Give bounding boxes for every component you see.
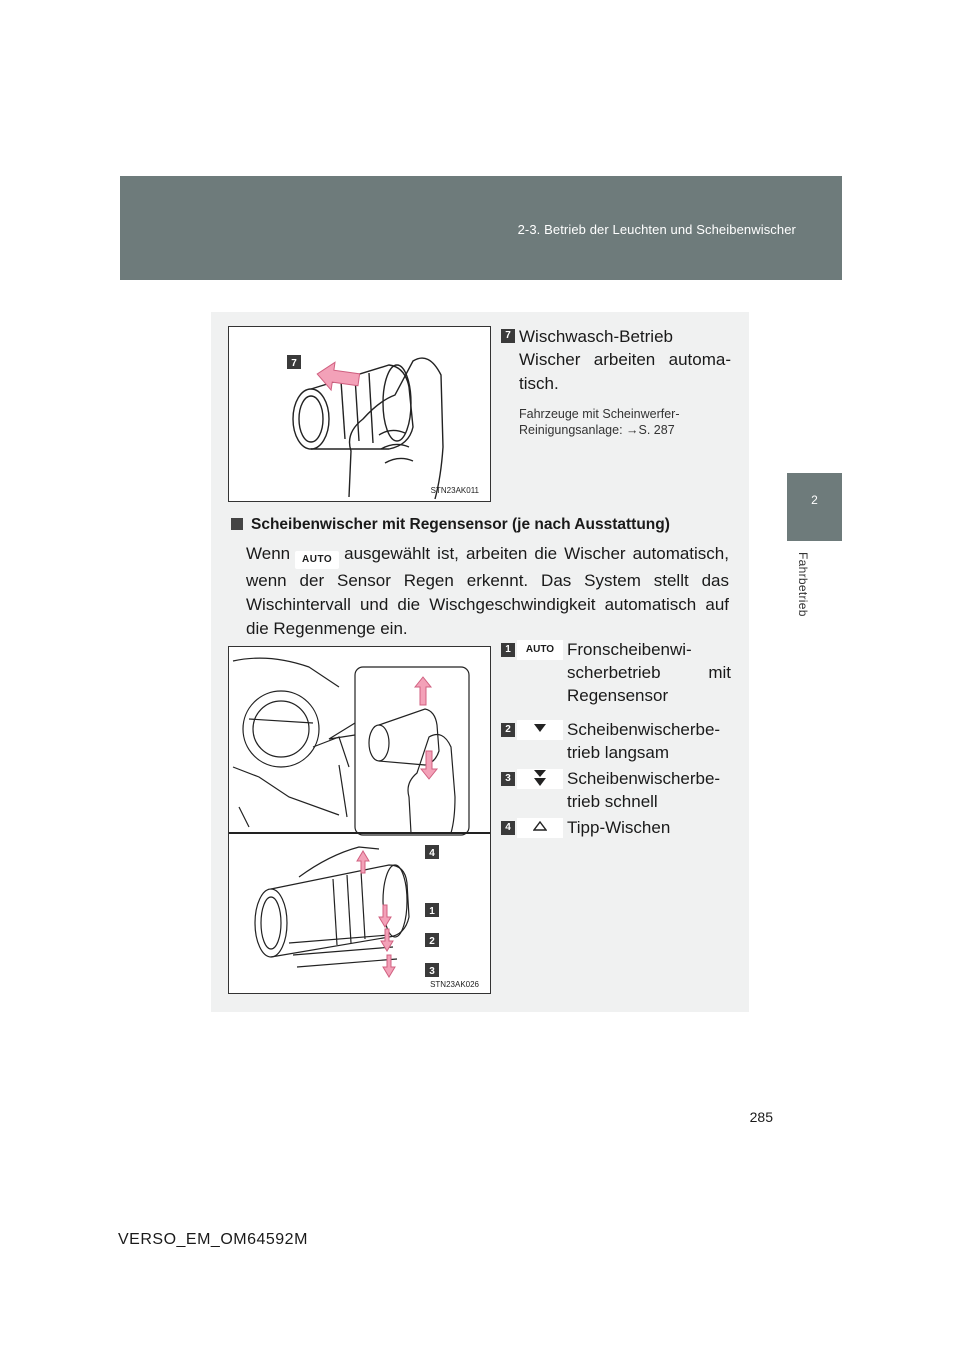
- chapter-label: [796, 552, 816, 642]
- chapter-number: 2: [811, 493, 818, 507]
- rain-sensor-paragraph: [246, 542, 729, 641]
- figure-wiper-washer: [228, 326, 491, 502]
- mode4-label: Tipp-Wischen: [567, 818, 671, 837]
- mode3-label: Scheibenwischerbe-trieb schnell: [567, 769, 721, 811]
- item7-title: Wischwasch-Betrieb: [519, 327, 673, 346]
- item7-badge: 7: [501, 329, 515, 343]
- section-heading: [231, 515, 731, 535]
- figure2-code: STN23AK026: [430, 980, 479, 989]
- double-chevron-down-icon: [517, 769, 563, 789]
- mode-item-mist: [501, 816, 731, 839]
- figure-rain-sensor-wiper: [228, 646, 491, 994]
- figure1-code: STN23AK011: [430, 486, 479, 495]
- auto-symbol-inline: AUTO: [295, 551, 339, 569]
- mode-item-auto: [501, 638, 731, 707]
- mode1-badge: 1: [501, 643, 515, 657]
- wiper-lever-illustration: [229, 327, 490, 501]
- mode2-badge: 2: [501, 723, 515, 737]
- single-chevron-down-icon: [517, 720, 563, 740]
- square-bullet-icon: [231, 518, 243, 530]
- chapter-tab: [787, 473, 842, 541]
- rain-sensor-lever-illustration: [229, 647, 490, 993]
- mode2-label: Scheibenwischerbe-trieb langsam: [567, 720, 721, 762]
- item-wischwasch: [501, 326, 731, 438]
- item7-note: Fahrzeuge mit Scheinwerfer-Reinigungsanlage: →S. 287: [519, 407, 680, 437]
- section-heading-text: Scheibenwischer mit Regensensor (je nach Ausstattung): [251, 516, 670, 533]
- document-code: VERSO_EM_OM64592M: [118, 1231, 308, 1248]
- figure2-badge-2: 2: [429, 936, 435, 947]
- figure2-badge-1: 1: [429, 906, 435, 917]
- item7-description: Wischer arbeiten automa-tisch.: [519, 350, 731, 393]
- chevron-up-outline-icon: [517, 818, 563, 838]
- mode4-badge: 4: [501, 821, 515, 835]
- paragraph-end: ausgewählt ist, arbeiten die Wischer automatisch, wenn der Sensor Regen erkennt. Das System stellt das Wischintervall und die Wischgeschwindigkeit automatisch auf die Regenmenge ein.: [246, 544, 729, 638]
- header-band: [120, 176, 842, 280]
- mode1-label: Fronscheibenwi-scherbetrieb mit Regensensor: [567, 640, 731, 705]
- figure2-badge-3: 3: [429, 966, 435, 977]
- content-box: [211, 312, 749, 1012]
- figure2-badge-4: 4: [429, 848, 435, 859]
- figure1-badge: 7: [291, 358, 297, 369]
- mode3-badge: 3: [501, 772, 515, 786]
- mode-item-slow: [501, 718, 731, 764]
- section-title: 2-3. Betrieb der Leuchten und Scheibenwischer: [517, 222, 796, 237]
- page-number: 285: [749, 1109, 773, 1125]
- auto-symbol: AUTO: [517, 640, 563, 660]
- mode-item-fast: [501, 767, 731, 813]
- paragraph-start: Wenn: [246, 544, 291, 563]
- chapter-label-text: Fahrbetrieb: [796, 552, 810, 617]
